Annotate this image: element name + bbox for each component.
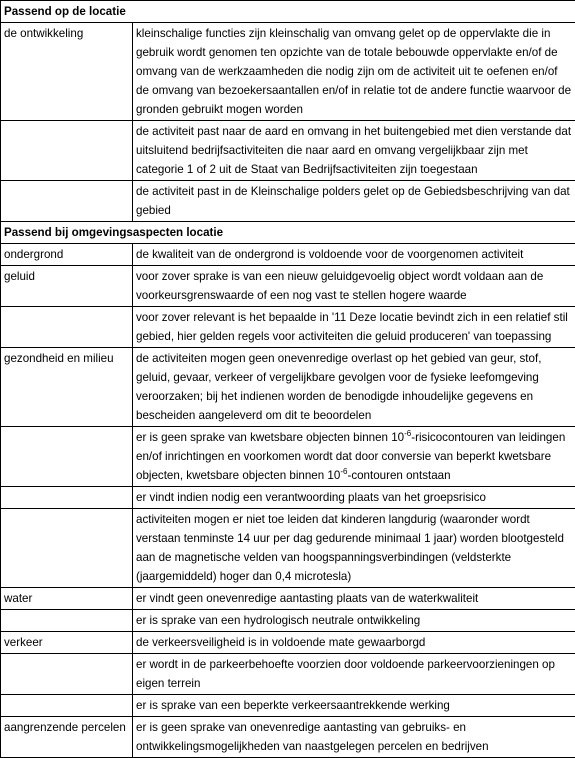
- table-row: [1, 121, 575, 181]
- row-text: er is geen sprake van onevenredige aantasting van gebruiks- en ontwikkelingsmogelijkheden van naastgelegen percelen en bedrijven: [133, 717, 575, 758]
- row-text: er vindt geen onevenredige aantasting plaats van de waterkwaliteit: [133, 588, 575, 610]
- row-label: water: [1, 588, 133, 610]
- row-label: [1, 427, 133, 487]
- row-text: de kwaliteit van de ondergrond is voldoende voor de voorgenomen activiteit: [133, 244, 575, 266]
- table-row: [1, 588, 575, 610]
- row-text: [133, 427, 575, 487]
- row-text: kleinschalige functies zijn kleinschalig van omvang gelet op de oppervlakte die in gebruik wordt genomen ten opzichte van de totale bebouwde oppervlakte en/of de omvang van de werkzaamheden die nodig zijn om de activiteit uit te oefenen en/of de omvang van bezoekersaantallen en/of in relatie tot de andere functie waarvoor de gronden gebruikt mogen worden: [133, 23, 575, 121]
- row-label: gezondheid en milieu: [1, 348, 133, 427]
- row-text: er is sprake van een hydrologisch neutrale ontwikkeling: [133, 610, 575, 632]
- row-label: geluid: [1, 266, 133, 307]
- row-text: er is sprake van een beperkte verkeersaantrekkende werking: [133, 695, 575, 717]
- row-label: verkeer: [1, 632, 133, 654]
- superscript-exponent: -6: [340, 467, 347, 476]
- section-title: Passend bij omgevingsaspecten locatie: [1, 222, 575, 244]
- row-text: de verkeersveiligheid is in voldoende mate gewaarborgd: [133, 632, 575, 654]
- row-label: [1, 695, 133, 717]
- table-row: [1, 654, 575, 695]
- table-row: [1, 695, 575, 717]
- table-row: [1, 348, 575, 427]
- table-row: [1, 23, 575, 121]
- table-row: [1, 717, 575, 758]
- row-label: [1, 487, 133, 509]
- row-label: [1, 610, 133, 632]
- row-text: de activiteit past naar de aard en omvang in het buitengebied met dien verstande dat uitsluitend bedrijfsactiviteiten die naar aard en omvang vergelijkbaar zijn met categorie 1 of 2 uit de Staat van Bedrijfsactiviteiten zijn toegestaan: [133, 121, 575, 181]
- row-label: [1, 181, 133, 222]
- row-label: [1, 121, 133, 181]
- table-row: [1, 181, 575, 222]
- row-text: de activiteit past in de Kleinschalige polders gelet op de Gebiedsbeschrijving van dat gebied: [133, 181, 575, 222]
- row-text: voor zover relevant is het bepaalde in '11 Deze locatie bevindt zich in een relatief stil gebied, hier gelden regels voor activiteiten die geluid produceren' van toepassing: [133, 307, 575, 348]
- table-row: [1, 307, 575, 348]
- row-label: [1, 654, 133, 695]
- section-header-row: [1, 1, 575, 23]
- table-row: [1, 266, 575, 307]
- superscript-exponent: -6: [404, 429, 411, 438]
- table-row: [1, 427, 575, 487]
- text-part: -risicocontouren van leidingen en/of inrichtingen en voorkomen wordt dat door conversie van beperkt kwetsbare objecten, kwetsbare objecten binnen 10: [136, 431, 565, 482]
- table-row: [1, 244, 575, 266]
- row-label: [1, 509, 133, 588]
- row-text: er wordt in de parkeerbehoefte voorzien door voldoende parkeervoorzieningen op eigen terrein: [133, 654, 575, 695]
- row-text: er vindt indien nodig een verantwoording plaats van het groepsrisico: [133, 487, 575, 509]
- text-part: -contouren ontstaan: [347, 469, 450, 482]
- table-row: [1, 509, 575, 588]
- row-label: aangrenzende percelen: [1, 717, 133, 758]
- row-label: ondergrond: [1, 244, 133, 266]
- row-text: de activiteiten mogen geen onevenredige overlast op het gebied van geur, stof, geluid, gevaar, verkeer of vergelijkbare gevolgen voor de fysieke leefomgeving veroorzaken; bij het indienen worden de benodigde inhoudelijke gegevens en bescheiden aangeleverd om dit te beoordelen: [133, 348, 575, 427]
- section-header-row: [1, 222, 575, 244]
- table-row: [1, 632, 575, 654]
- table-row: [1, 487, 575, 509]
- section-title: Passend op de locatie: [1, 1, 575, 23]
- row-text: activiteiten mogen er niet toe leiden dat kinderen langdurig (waaronder wordt verstaan tenminste 14 uur per dag gedurende minimaal 1 jaar) worden blootgesteld aan de magnetische velden van hoogspanningsverbindingen (veldsterkte (jaargemiddeld) hoger dan 0,4 microtesla): [133, 509, 575, 588]
- table-row: [1, 610, 575, 632]
- text-part: er is geen sprake van kwetsbare objecten binnen 10: [136, 431, 404, 444]
- row-label: [1, 307, 133, 348]
- row-text: voor zover sprake is van een nieuw geluidgevoelig object wordt voldaan aan de voorkeursgrenswaarde of een nog vast te stellen hogere waarde: [133, 266, 575, 307]
- row-label: de ontwikkeling: [1, 23, 133, 121]
